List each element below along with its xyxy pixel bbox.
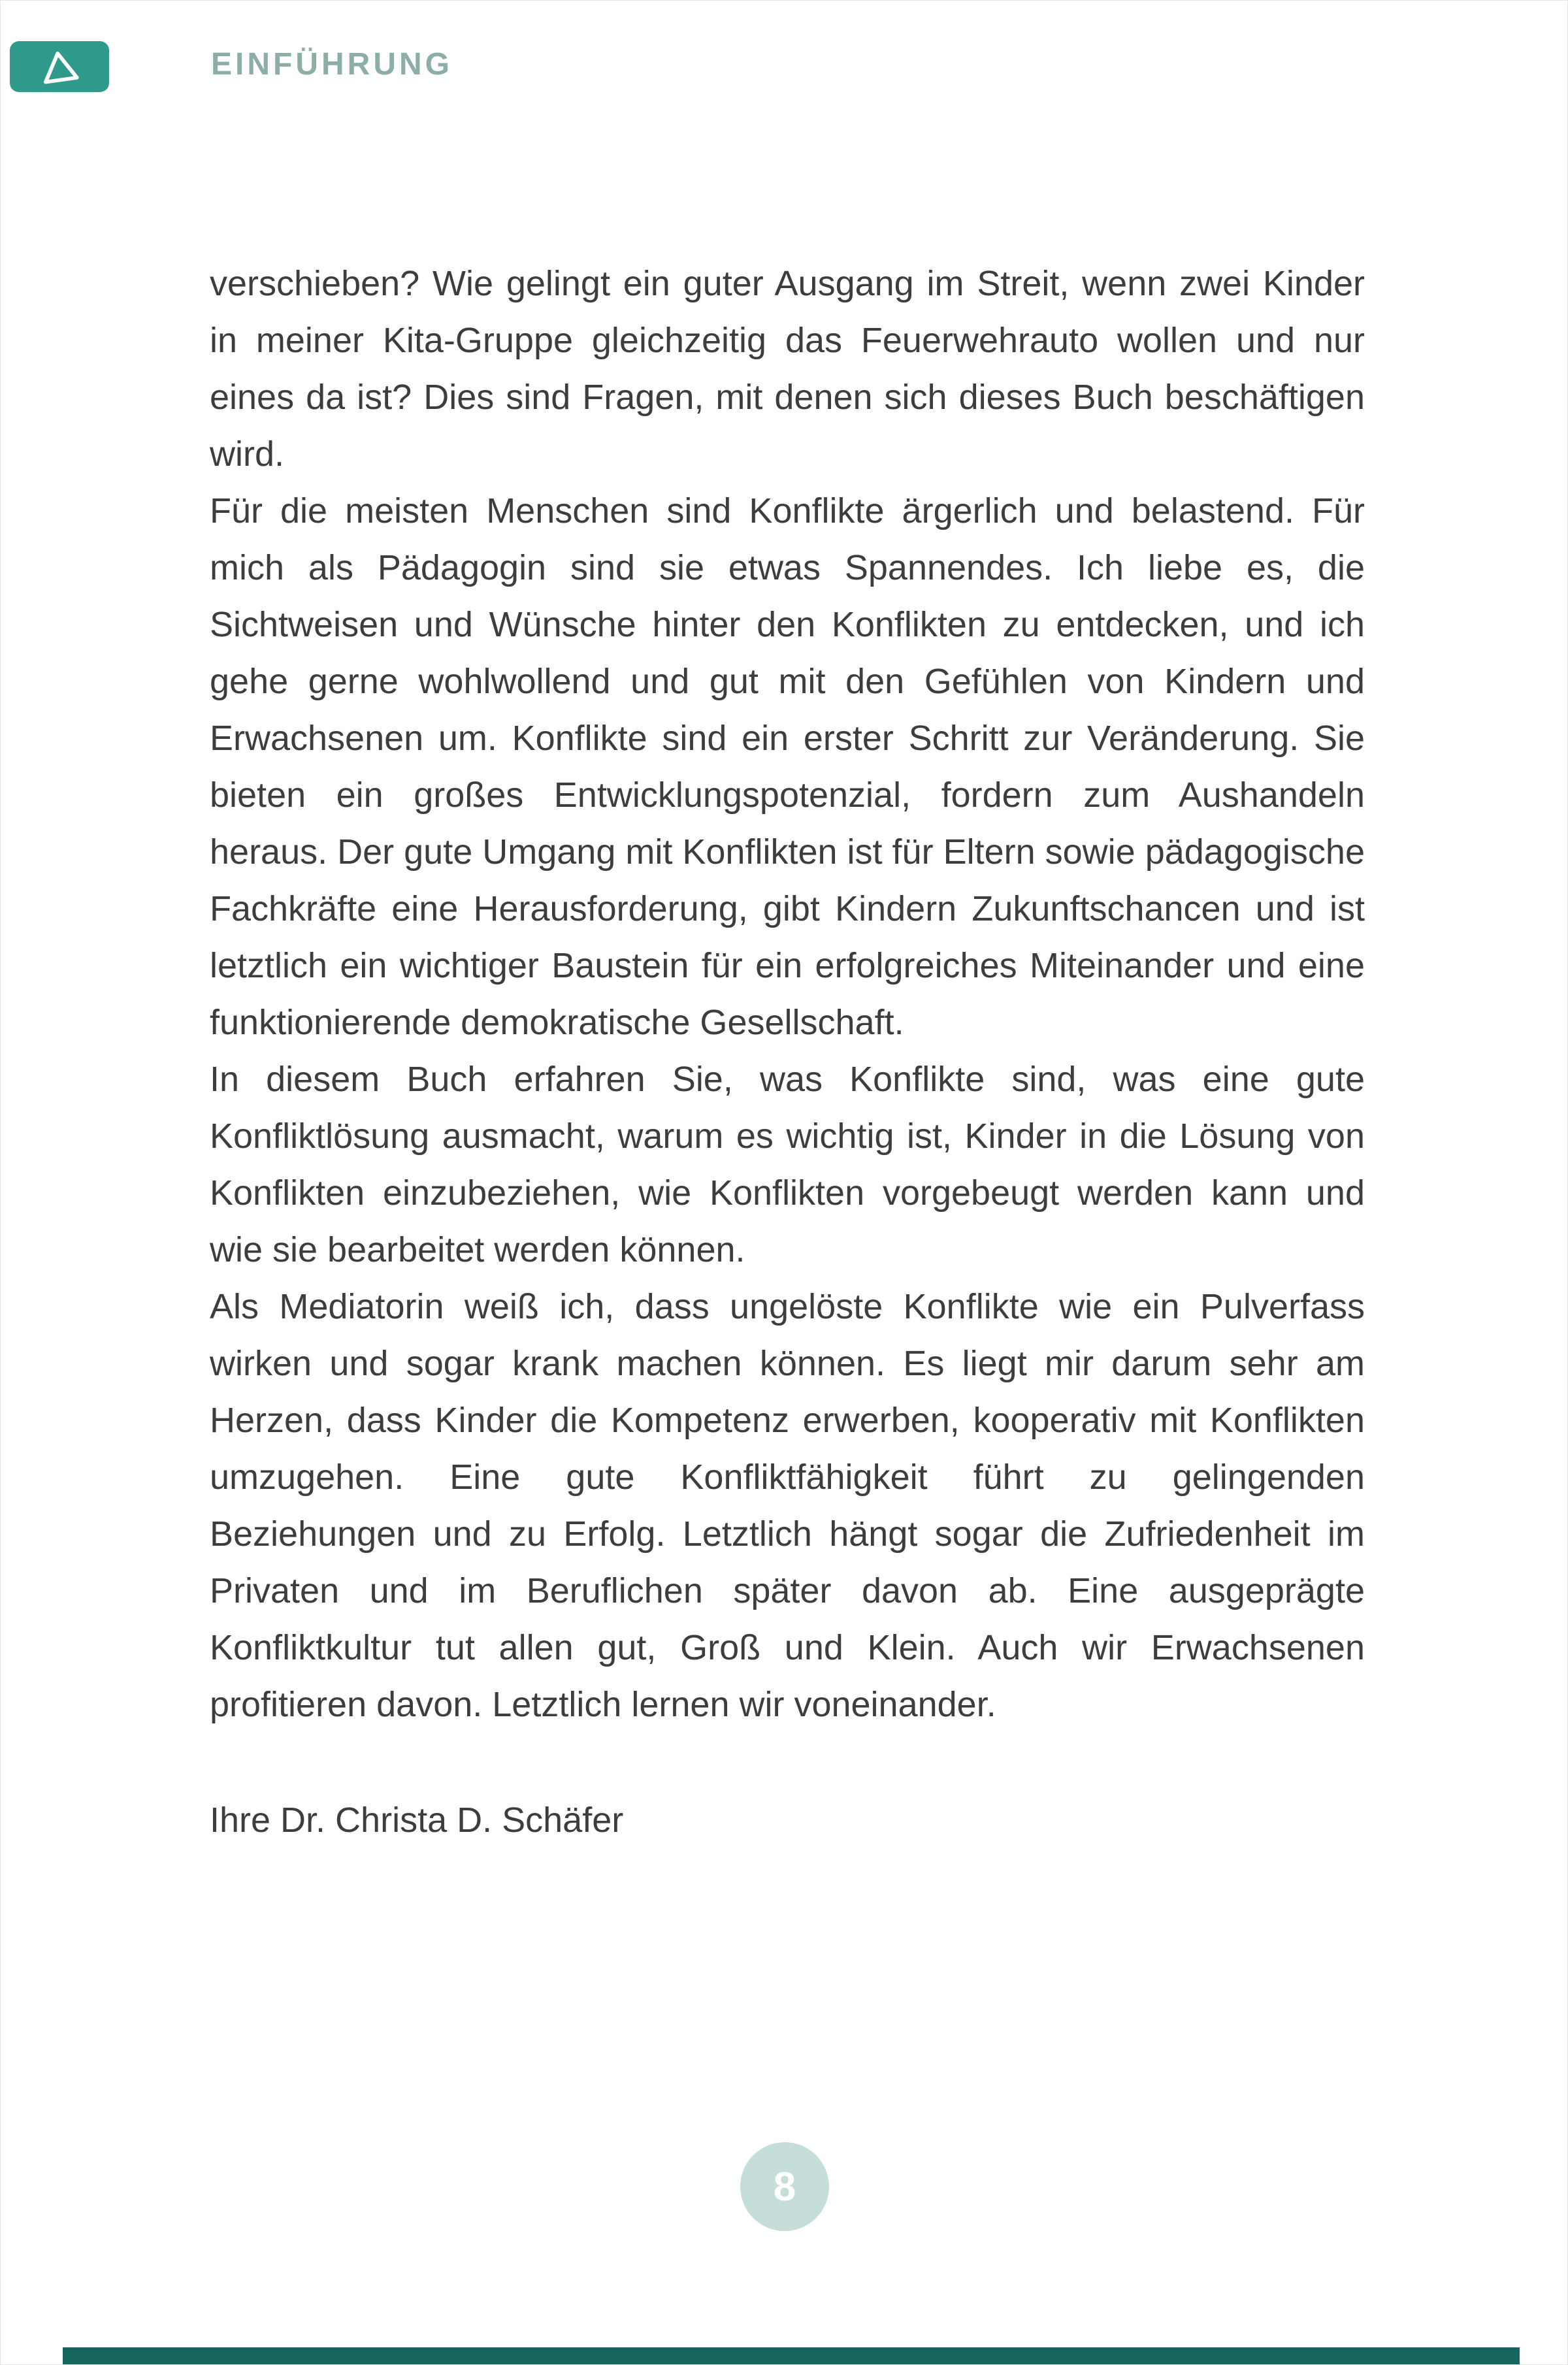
author-signature: Ihre Dr. Christa D. Schäfer: [210, 1801, 624, 1840]
chapter-marker: [10, 41, 109, 92]
body-text: [210, 255, 1365, 1849]
page-number-badge: [740, 2142, 829, 2231]
page-number: 8: [773, 2164, 796, 2210]
chapter-heading: EINFÜHRUNG: [211, 47, 453, 82]
paragraph: verschieben? Wie gelingt ein guter Ausgang im Streit, wenn zwei Kinder in meiner Kita-Gruppe gleichzeitig das Feuerwehrauto wollen und nur eines da ist? Dies sind Fragen, mit denen sich dieses Buch beschäftigen wird.: [210, 264, 1365, 474]
paragraph: Als Mediatorin weiß ich, dass ungelöste Konflikte wie ein Pulverfass wirken und sogar krank machen können. Es liegt mir darum sehr am Herzen, dass Kinder die Kompetenz erwerben, kooperativ mit Konflikten umzugehen. Eine gute Konfliktfähigkeit führt zu gelingenden Beziehungen und zu Erfolg. Letztlich hängt sogar die Zufriedenheit im Privaten und im Beruflichen später davon ab. Eine ausgeprägte Konfliktkultur tut allen gut, Groß und Klein. Auch wir Erwachsenen profitieren davon. Letztlich lernen wir voneinander.: [210, 1287, 1365, 1724]
triangle-icon: [39, 48, 80, 85]
paragraph: In diesem Buch erfahren Sie, was Konflikte sind, was eine gute Konfliktlösung ausmacht, warum es wichtig ist, Kinder in die Lösung von Konflikten einzubeziehen, wie Konflikten vorgebeugt werden kann und wie sie bearbeitet werden können.: [210, 1060, 1365, 1269]
bottom-accent-bar: [63, 2347, 1520, 2364]
paragraph: Für die meisten Menschen sind Konflikte ärgerlich und belastend. Für mich als Pädagogin sind sie etwas Spannendes. Ich liebe es, die Sichtweisen und Wünsche hinter den Konflikten zu entdecken, und ich gehe gerne wohlwollend und gut mit den Gefühlen von Kindern und Erwachsenen um. Konflikte sind ein erster Schritt zur Veränderung. Sie bieten ein großes Entwicklungspotenzial, fordern zum Aushandeln heraus. Der gute Umgang mit Konflikten ist für Eltern sowie pädagogische Fachkräfte eine Herausforderung, gibt Kindern Zukunftschancen und ist letztlich ein wichtiger Baustein für ein erfolgreiches Miteinander und eine funktionierende demokratische Gesellschaft.: [210, 491, 1365, 1042]
